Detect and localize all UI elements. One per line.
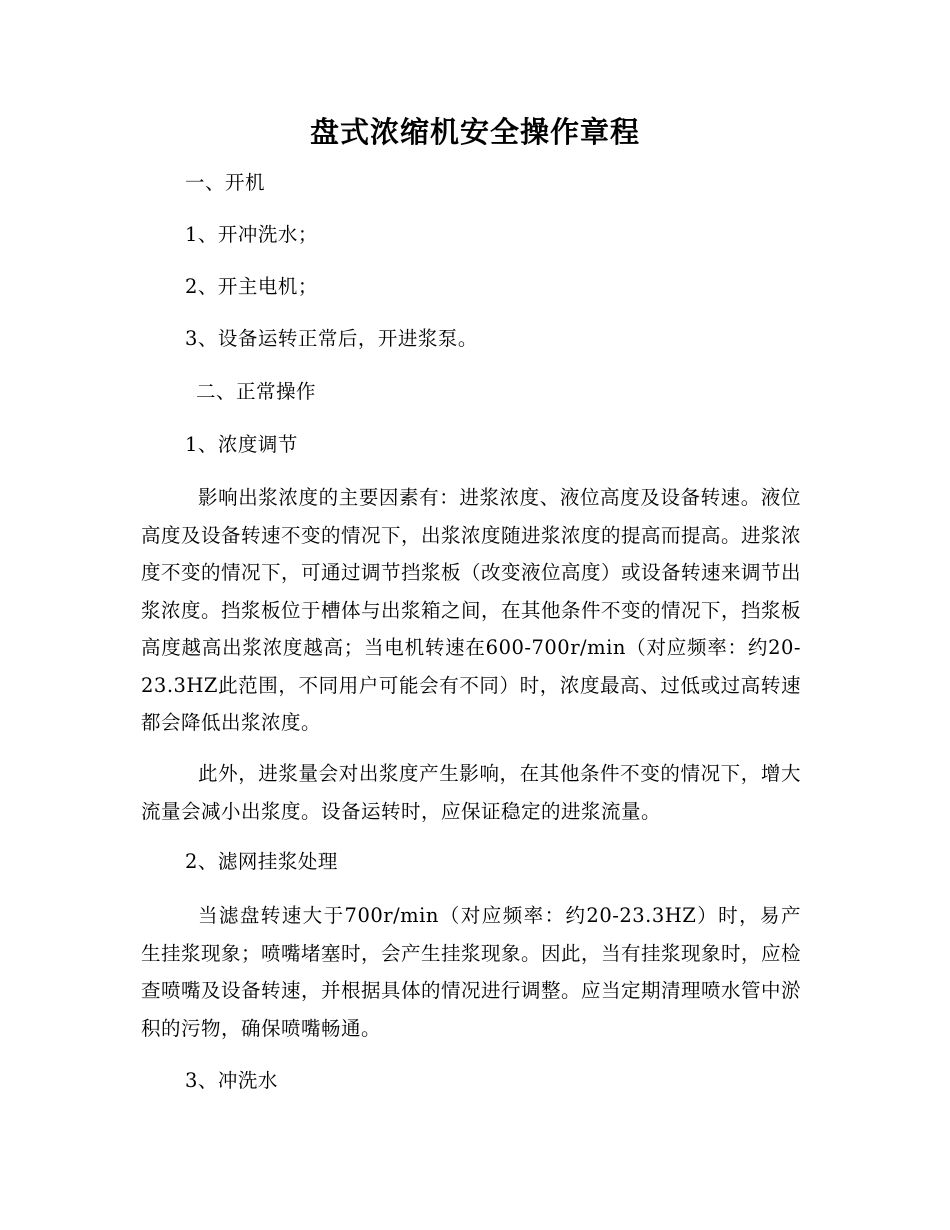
step-item: 3、设备运转正常后，开进浆泵。: [185, 327, 478, 350]
subsection-heading: 3、冲洗水: [185, 1069, 278, 1092]
document-title: 盘式浓缩机安全操作章程: [309, 115, 640, 149]
section-heading-startup: 一、开机: [185, 171, 266, 194]
step-item: 1、开冲洗水；: [185, 223, 318, 246]
body-paragraph: 影响出浆浓度的主要因素有：进浆浓度、液位高度及设备转速。液位高度及设备转速不变的情况下，出浆浓度随进浆浓度的提高而提高。进浆浓度不变的情况下，可通过调节挡浆板（改变液位高度）或设备转速来调节出浆浓度。挡浆板位于槽体与出浆箱之间，在其他条件不变的情况下，挡浆板高度越高出浆浓度越高；当电机转速在600-700r/min（对应频率：约20-23.3HZ此范围，不同用户可能会有不同）时，浓度最高、过低或过高转速都会降低出浆浓度。: [141, 486, 802, 734]
body-paragraph: 当滤盘转速大于700r/min（对应频率：约20-23.3HZ）时，易产生挂浆现象；喷嘴堵塞时，会产生挂浆现象。因此，当有挂浆现象时，应检查喷嘴及设备转速，并根据具体的情况进行调整。应当定期清理喷水管中淤积的污物，确保喷嘴畅通。: [141, 904, 802, 1040]
section-heading-normal-operation: 二、正常操作: [196, 380, 317, 403]
body-paragraph: 此外，进浆量会对出浆度产生影响，在其他条件不变的情况下，增大流量会减小出浆度。设备运转时，应保证稳定的进浆流量。: [141, 762, 801, 823]
step-item: 2、开主电机；: [185, 275, 318, 298]
subsection-heading: 1、浓度调节: [185, 433, 298, 456]
subsection-heading: 2、滤网挂浆处理: [185, 850, 338, 873]
